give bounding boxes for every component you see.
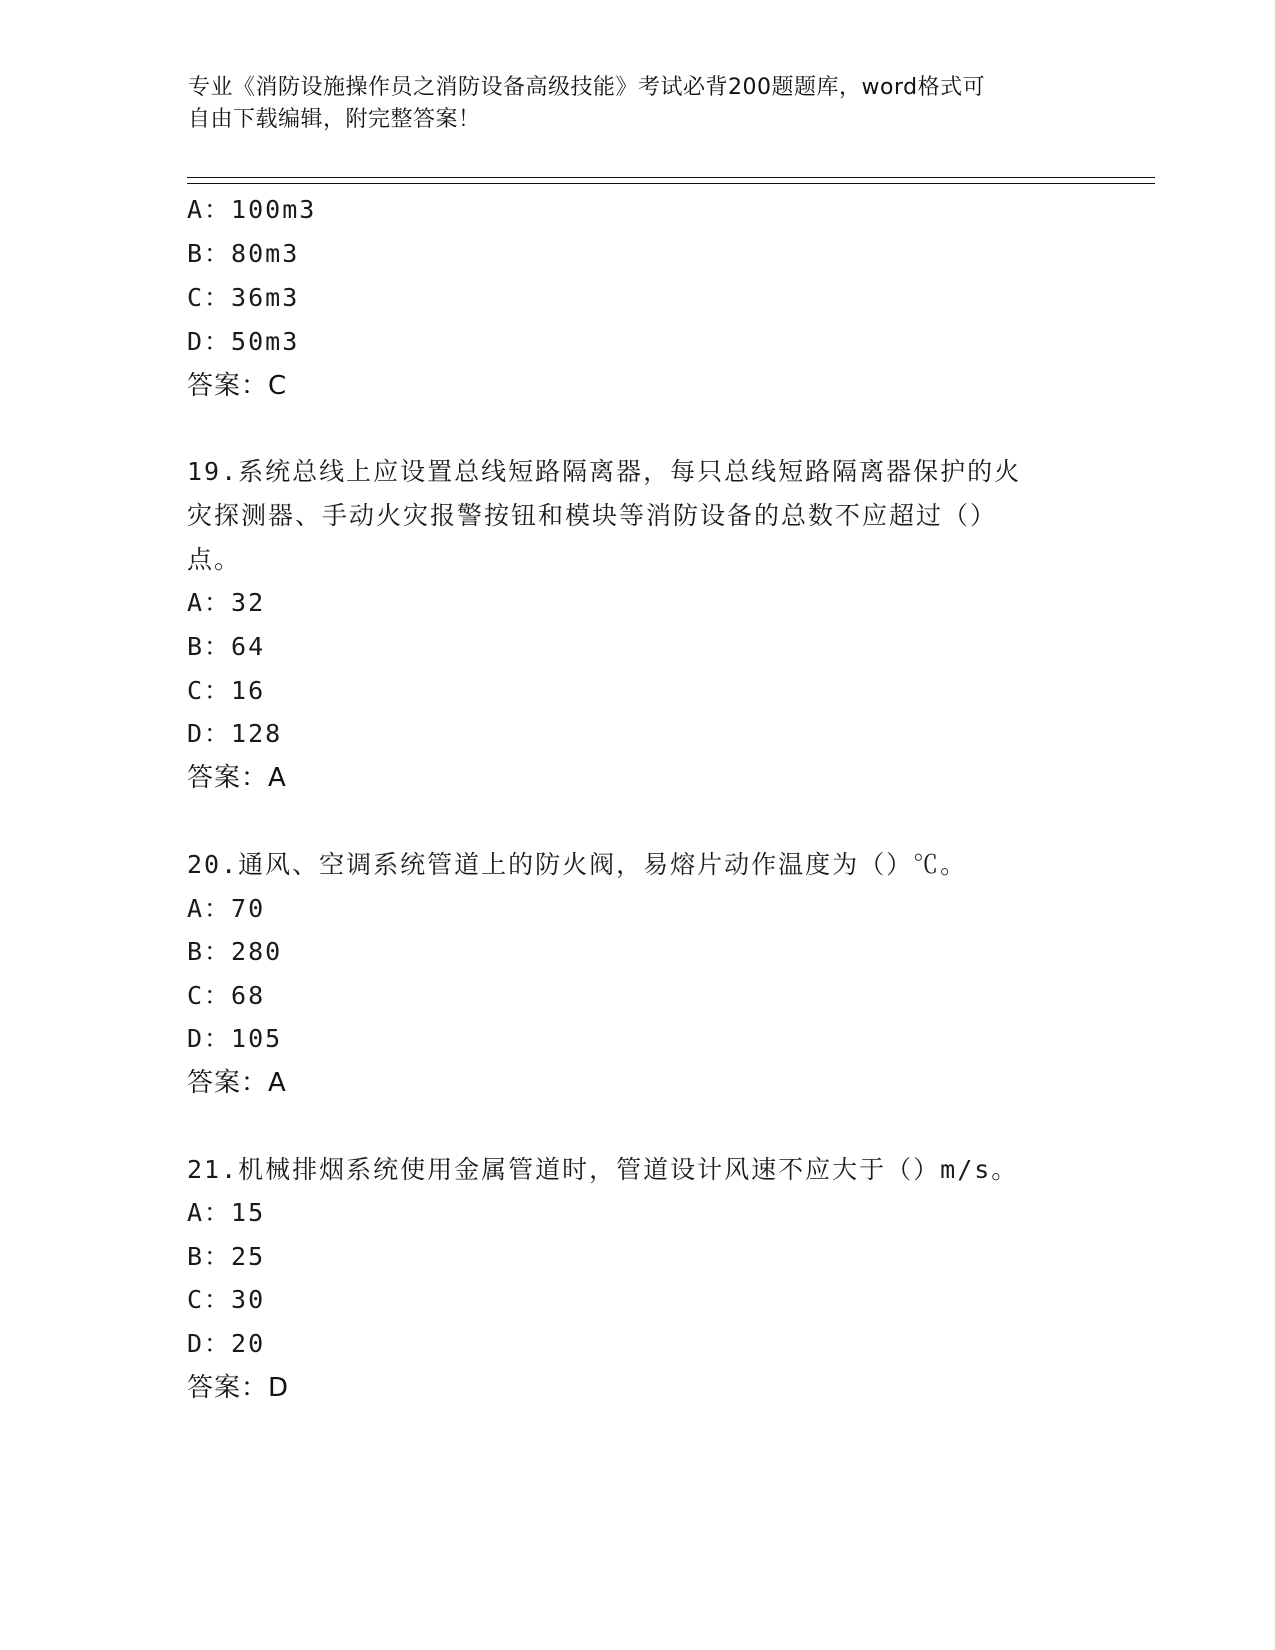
q19-stem-line-3: 点。 (187, 545, 242, 574)
document-header (188, 72, 1088, 136)
q20-option-c: C：68 (187, 981, 266, 1010)
q18-answer: 答案：C (187, 371, 288, 401)
header-line-2: 自由下载编辑，附完整答案！ (188, 107, 481, 132)
q19-stem-line-1: 19.系统总线上应设置总线短路隔离器，每只总线短路隔离器保护的火 (187, 457, 1022, 486)
q19-answer: 答案：A (187, 763, 287, 793)
q18-option-c: C：36m3 (187, 283, 300, 312)
header-divider-bottom (187, 183, 1155, 184)
q21-option-a: A：15 (187, 1198, 266, 1227)
header-divider-top (187, 177, 1155, 178)
q19-option-b: B：64 (187, 632, 266, 661)
q19-option-a: A：32 (187, 588, 266, 617)
q21-option-c: C：30 (187, 1285, 266, 1314)
q21-option-b: B：25 (187, 1242, 266, 1271)
q20-stem-line-1: 20.通风、空调系统管道上的防火阀，易熔片动作温度为（）℃。 (187, 850, 968, 879)
q21-option-d: D：20 (187, 1329, 266, 1358)
q21-answer: 答案：D (187, 1373, 290, 1403)
q18-option-a: A：100m3 (187, 195, 317, 224)
q20-option-a: A：70 (187, 894, 266, 923)
q19-option-c: C：16 (187, 676, 266, 705)
q20-option-b: B：280 (187, 937, 283, 966)
q18-option-b: B：80m3 (187, 239, 300, 268)
q19-option-d: D：128 (187, 719, 283, 748)
q18-option-d: D：50m3 (187, 327, 300, 356)
q19-stem-line-2: 灾探测器、手动火灾报警按钮和模块等消防设备的总数不应超过（） (187, 501, 998, 530)
q20-option-d: D：105 (187, 1024, 283, 1053)
header-line-1: 专业《消防设施操作员之消防设备高级技能》考试必背200题题库，word格式可 (188, 75, 986, 100)
q20-answer: 答案：A (187, 1068, 287, 1098)
q21-stem-line-1: 21.机械排烟系统使用金属管道时，管道设计风速不应大于（）m/s。 (187, 1155, 1019, 1184)
